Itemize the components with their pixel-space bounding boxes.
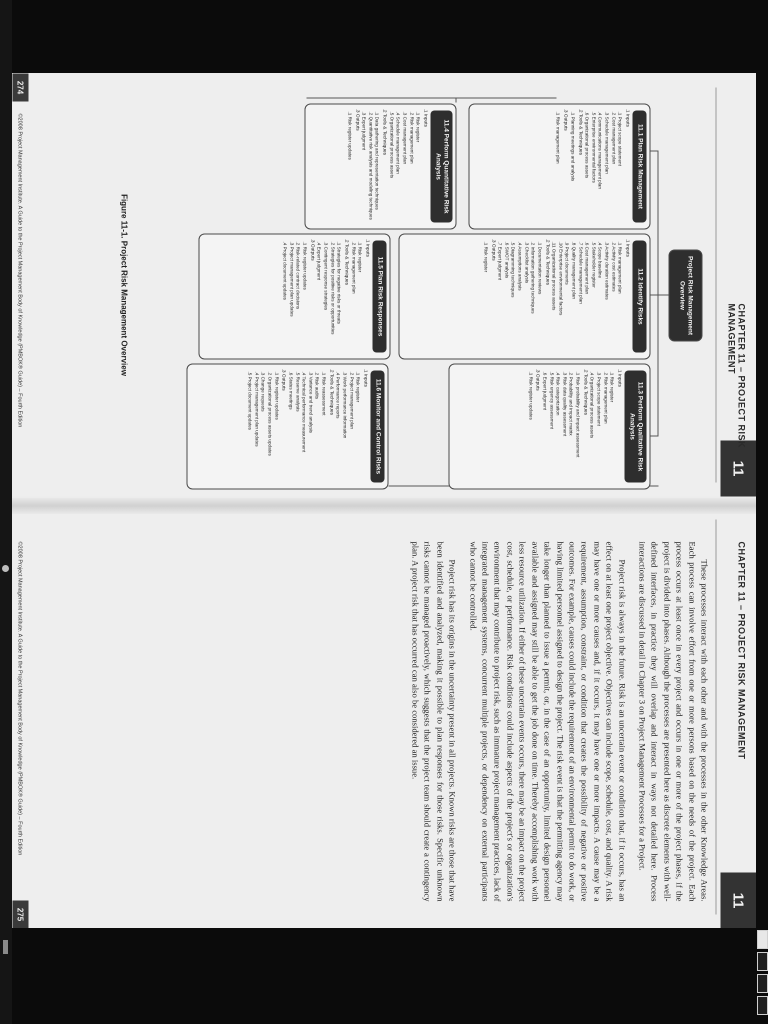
section-item: .6 SWOT analysis [503,241,509,278]
process-box-11-3 [448,363,650,489]
section-title: .3 Outputs [534,368,540,391]
section-item: .1 Project scope statement [617,111,623,166]
page-thumbnail-icon[interactable] [757,974,768,993]
header-rule [715,519,716,914]
section-item: .1 Risk register updates [527,371,533,420]
section-title: .2 Tools & Techniques [327,368,333,415]
section-title: .3 Outputs [562,108,568,131]
section-item: .5 Reserve analysis [294,371,300,412]
section-item: .10 Enterprise environmental factors [557,241,563,315]
section-item: .5 Diagramming techniques [510,241,516,297]
section-item: .2 Risk management plan [602,371,608,424]
section-item: .5 Enterprise environmental factors [590,111,596,183]
section-item: .1 Risk register [357,241,363,272]
section-item: .5 Organizational process assets [388,111,394,178]
section-item: .3 Risk data quality assessment [561,371,567,436]
paragraph: Project risk is always in the future. Risk is an uncertain event or condition that, if it occurs, has an effect on at least one project objective. Objectives can include scope, schedule, cost, and quality. A risk may have one or more causes and, if it occurs, it may have one or more impacts. A cause may be a requirement, assumption, constraint, or condition that creates the possibility of negative or positive outcomes. For example, causes could include the requirement of an environmental permit to do work, or having limited personnel assigned to design the project. The risk event is that the permitting agency may take longer than planned to issue a permit, or, in the case of an opportunity, limited design personnel available and assigned may still be able to get the job done on time. Thereby accomplishing work with less resource utilization. If either of these uncertain events occurs, there may be an impact on the project cost, schedule, or performance. Risk conditions could include aspects of the project's or organization's environment that may contribute to project risk, such as immature project management practices, lack of integrated management systems, concurrent multiple projects, or dependency on external participants who cannot be controlled. [467,541,627,901]
process-title: 11.2 Identify Risks [632,240,646,352]
process-box-11-5 [198,233,390,359]
viewer-left-bar [0,0,12,1024]
page-number: 274 [12,73,28,101]
section-item: .1 Risk register [415,111,421,142]
paragraph: Project risk has its origins in the uncertainty present in all projects. Known risks are those that have been identified and analyzed, making it possible to plan responses for those risks. Specific unknown risks cannot be managed proactively, which suggests that the project team should create a contingency plan. A project risk that has occurred can also be considered an issue. [410,541,458,901]
section-item: .1 Risk register [355,371,361,402]
connector [658,294,668,295]
section-item: .1 Planning meetings and analysis [569,111,575,181]
section-title: .3 Outputs [489,238,495,261]
section-item: .3 Contingent response strategies [323,241,329,310]
page-thumbnail-icon[interactable] [757,996,768,1015]
connector [455,97,456,102]
page-thumbnail-icon[interactable] [757,952,768,971]
section-item: .3 Schedule management plan [604,111,610,174]
section-item: .4 Technical performance measurement [301,371,307,452]
section-item: .2 Project management plan [348,371,354,429]
section-item: .1 Risk register [482,241,488,272]
section-title: .1 Inputs [422,108,427,127]
section-item: .1 Risk register updates [346,111,352,160]
header-rule [715,87,716,482]
section-item: .1 Risk probability and impact assessment [575,371,581,457]
section-item: .3 Change requests [260,371,266,412]
scroll-position-indicator[interactable] [2,565,9,572]
process-box-11-2 [398,233,650,359]
section-item: .3 Project management plan updates [288,241,294,317]
section-item: .3 Checklist analysis [523,241,529,283]
page-footer: ©2008 Project Management Institute. A Guide to the Project Management Body of Knowledge (PMBOK® Guide) – Fourth Edition [16,113,22,427]
section-item: .2 Risk-related contract decisions [295,241,301,309]
section-item: .4 Communications management plan [597,111,603,189]
running-head: CHAPTER 11 – PROJECT RISK MANAGEMENT [726,303,746,448]
section-item: .4 Organizational process assets [589,371,595,438]
connector [650,435,658,436]
section-item: .1 Risk register updates [302,241,308,290]
section-item: .6 Cost management plan [584,241,590,294]
section-item: .1 Risk register updates [273,371,279,420]
section-item: .5 Risk urgency assessment [548,371,554,429]
section-item: .1 Risk management plan [617,241,623,294]
section-item: .4 Risk categorization [555,371,561,415]
section-item: .4 Expert judgment [316,241,322,280]
diagram-root: Project Risk Management Overview [668,249,702,341]
section-item: .1 Risk register [609,371,615,402]
section-item: .2 Quantitative risk analysis and modeling techniques [367,111,373,220]
section-item: .7 Schedule management plan [577,241,583,304]
section-item: .5 Project document updates [247,371,253,430]
section-title: .1 Inputs [624,238,629,257]
section-item: .1 Documentation reviews [536,241,542,294]
paragraph: These processes interact with each other and with the processes in the other Knowledge Areas. Each process can involve effort from one or more persons based on the needs of the project. Each process occurs at least once in every project and occurs in one or more of the project phases, if the project is divided into phases. Although the processes are presented here as discrete elements with well-defined interfaces, in practice they will overlap and interact in ways not detailed here. Process interactions are discussed in detail in Chapter 3 on Project Management Processes for a Project. [636,541,709,901]
section-title: .1 Inputs [364,238,369,257]
section-item: .3 Project scope statement [596,371,602,426]
section-title: .1 Inputs [362,368,367,387]
section-item: .2 Risk audits [314,371,320,399]
section-item: .3 Expert judgment [361,111,367,150]
section-title: .2 Tools & Techniques [381,108,387,155]
section-item: .2 Cost management plan [610,111,616,164]
section-item: .1 Strategies for negative risks or threats [336,241,342,324]
scanned-book-spread [12,73,756,928]
section-item: .2 Risk management plan [408,111,414,164]
figure-caption: Figure 11-1. Project Risk Management Overview [119,193,128,376]
running-head: CHAPTER 11 – PROJECT RISK MANAGEMENT [736,541,746,760]
section-item: .6 Status meetings [288,371,294,410]
section-item: .4 Performance reports [335,371,341,418]
section-title: .2 Tools & Techniques [543,238,549,285]
section-item: .1 Data gathering and representation techniques [374,111,380,210]
section-item: .4 Project document updates [282,241,288,300]
section-item: .3 Work performance information [342,371,348,438]
section-item: .11 Organizational process assets [551,241,557,310]
chapter-tab: 11 [720,440,756,496]
section-item: .4 Schedule management plan [395,111,401,174]
section-title: .2 Tools & Techniques [581,368,587,415]
process-title: 11.3 Perform Qualitative Risk Analysis [624,370,646,482]
section-title: .3 Outputs [353,108,359,131]
section-item: .4 Project management plan updates [253,371,259,447]
section-item: .7 Expert judgment [497,241,503,280]
section-title: .1 Inputs [616,368,621,387]
connector [650,150,658,151]
section-title: .2 Tools & Techniques [343,238,349,285]
section-title: .3 Outputs [308,238,314,261]
connector [306,97,556,98]
section-title: .1 Inputs [624,108,629,127]
section-item: .2 Risk management plan [350,241,356,294]
body-text [401,541,710,901]
section-item: .2 Information gathering techniques [530,241,536,314]
section-item: .2 Strategies for positive risks or opportunities [329,241,335,334]
section-item: .4 Scope baseline [597,241,603,278]
section-item: .6 Organizational process assets [584,111,590,178]
right-page [12,505,756,928]
page-footer: ©2008 Project Management Institute. A Guide to the Project Management Body of Knowledge (PMBOK® Guide) – Fourth Edition [16,541,22,855]
section-item: .3 Variance and trend analysis [307,371,313,433]
page-thumbnail-icon[interactable] [757,930,768,949]
viewer-handle-icon[interactable] [3,940,8,954]
process-box-11-6 [186,363,388,489]
section-item: .2 Organizational process assets updates [267,371,273,456]
section-title: .3 Outputs [280,368,286,391]
process-title: 11.6 Monitor and Control Risks [370,370,384,482]
left-page [12,73,756,496]
connector [650,294,658,295]
section-item: .3 Cost management plan [402,111,408,164]
section-item: .3 Activity duration estimates [604,241,610,300]
risk-management-overview-diagram [136,81,706,493]
section-item: .1 Risk reassessment [321,371,327,415]
chapter-tab: 11 [720,872,756,928]
process-box-11-4 [304,103,456,229]
section-title: .2 Tools & Techniques [576,108,582,155]
process-title: 11.5 Plan Risk Responses [372,240,386,352]
section-item: .6 Expert judgment [542,371,548,410]
section-item: .8 Quality management plan [571,241,577,299]
process-box-11-1 [468,103,650,229]
section-item: .2 Probability and impact matrix [568,371,574,436]
section-item: .9 Project documents [564,241,570,285]
viewer-thumbnail-strip [756,930,768,1020]
connector [657,150,658,435]
process-title: 11.4 Perform Quantitative Risk Analysis [430,110,452,222]
section-item: .5 Stakeholder register [590,241,596,288]
page-number: 275 [12,900,28,928]
section-item: .2 Activity cost estimates [610,241,616,292]
process-title: 11.1 Plan Risk Management [632,110,646,222]
section-item: .1 Risk management plan [555,111,561,164]
section-item: .4 Assumptions analysis [517,241,523,291]
